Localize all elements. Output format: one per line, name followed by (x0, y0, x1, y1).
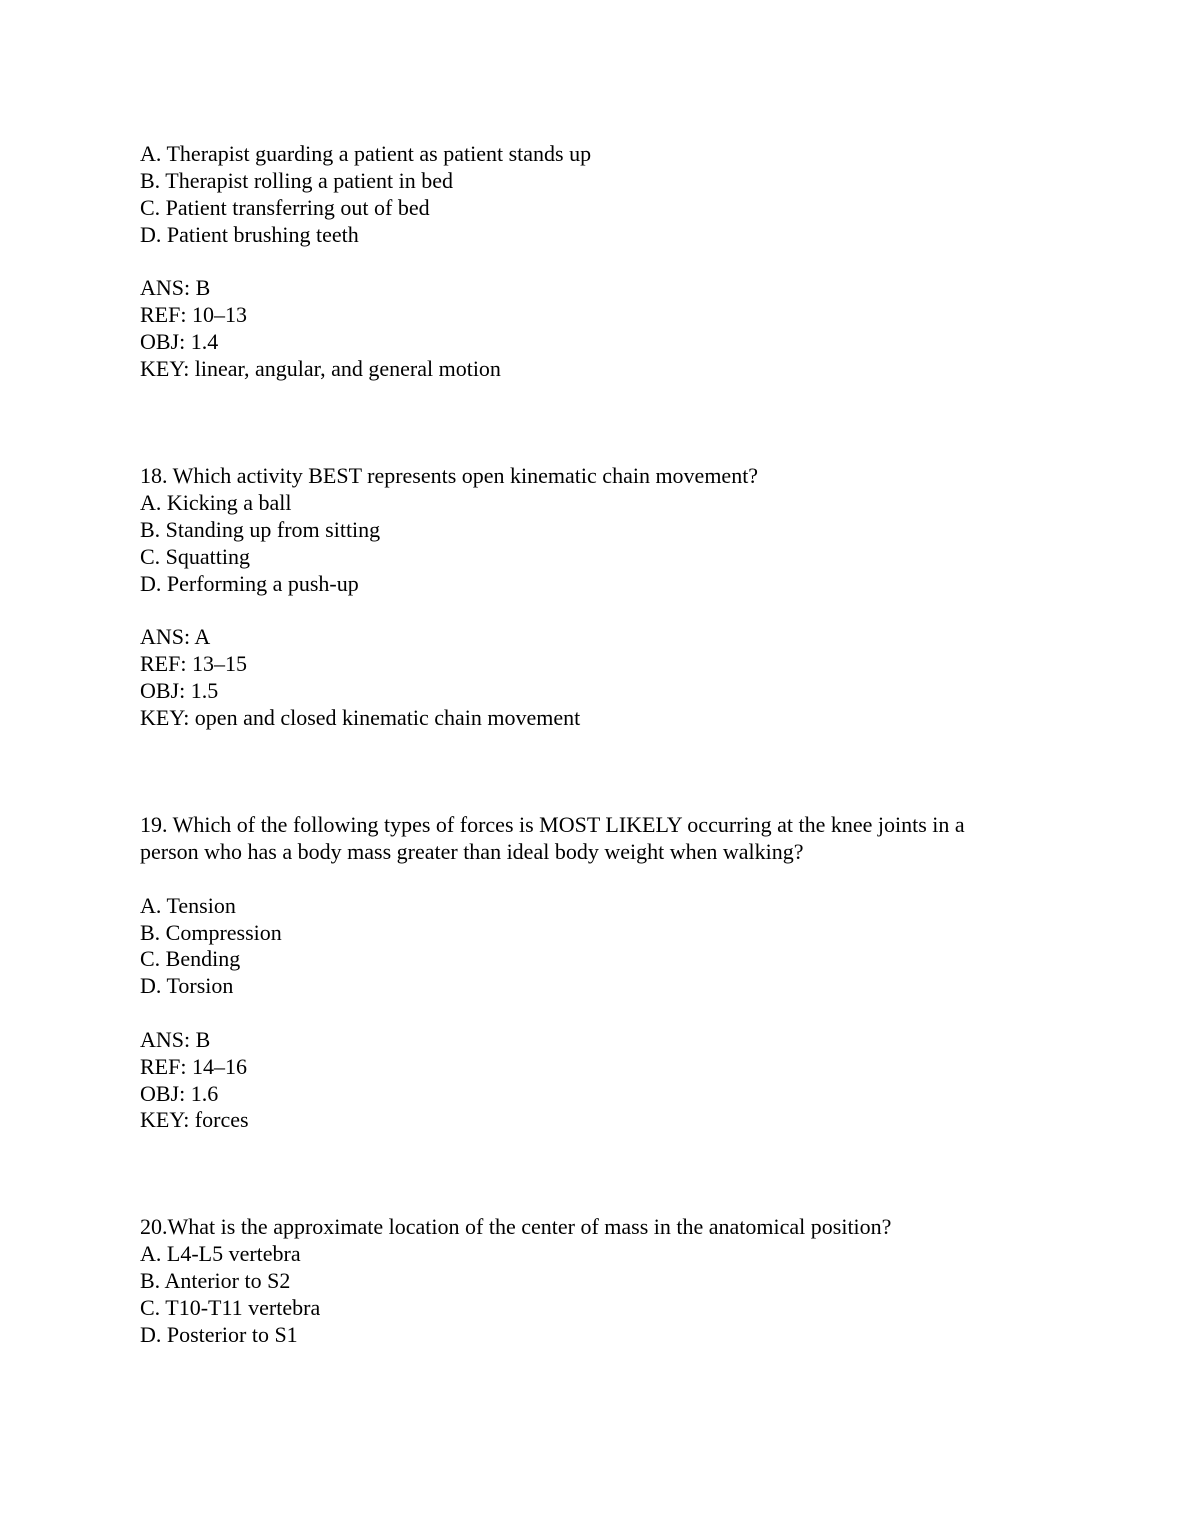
q19-option-d: D. Torsion (140, 973, 234, 998)
q18-question: 18. Which activity BEST represents open kinematic chain movement? (140, 463, 759, 488)
q19-option-c: C. Bending (140, 946, 241, 971)
q18-answer: ANS: A (140, 624, 211, 649)
q17-reference: REF: 10–13 (140, 302, 247, 327)
q17-objective: OBJ: 1.4 (140, 329, 219, 354)
q19-reference: REF: 14–16 (140, 1054, 247, 1079)
q19-question-line-1: 19. Which of the following types of forces is MOST LIKELY occurring at the knee joints in a (140, 812, 965, 837)
q19-objective: OBJ: 1.6 (140, 1081, 219, 1106)
q20-option-d: D. Posterior to S1 (140, 1322, 298, 1347)
q17-option-c: C. Patient transferring out of bed (140, 195, 430, 220)
q19-option-a: A. Tension (140, 893, 236, 918)
q19-question-line-2: person who has a body mass greater than ideal body weight when walking? (140, 839, 804, 864)
q17-keywords: KEY: linear, angular, and general motion (140, 356, 501, 381)
q18-keywords: KEY: open and closed kinematic chain movement (140, 705, 581, 730)
q19-keywords: KEY: forces (140, 1107, 249, 1132)
q18-option-b: B. Standing up from sitting (140, 517, 381, 542)
q20-option-b: B. Anterior to S2 (140, 1268, 291, 1293)
q20-option-a: A. L4-L5 vertebra (140, 1241, 301, 1266)
q20-option-c: C. T10-T11 vertebra (140, 1295, 321, 1320)
q18-option-c: C. Squatting (140, 544, 251, 569)
q18-option-d: D. Performing a push-up (140, 571, 359, 596)
q19-answer: ANS: B (140, 1027, 211, 1052)
q18-reference: REF: 13–15 (140, 651, 247, 676)
q17-option-a: A. Therapist guarding a patient as patient stands up (140, 141, 592, 166)
q17-answer: ANS: B (140, 275, 211, 300)
q18-objective: OBJ: 1.5 (140, 678, 219, 703)
q19-option-b: B. Compression (140, 920, 282, 945)
q20-question: 20.What is the approximate location of the center of mass in the anatomical position? (140, 1214, 892, 1239)
q18-option-a: A. Kicking a ball (140, 490, 292, 515)
q17-option-d: D. Patient brushing teeth (140, 222, 359, 247)
q17-option-b: B. Therapist rolling a patient in bed (140, 168, 454, 193)
